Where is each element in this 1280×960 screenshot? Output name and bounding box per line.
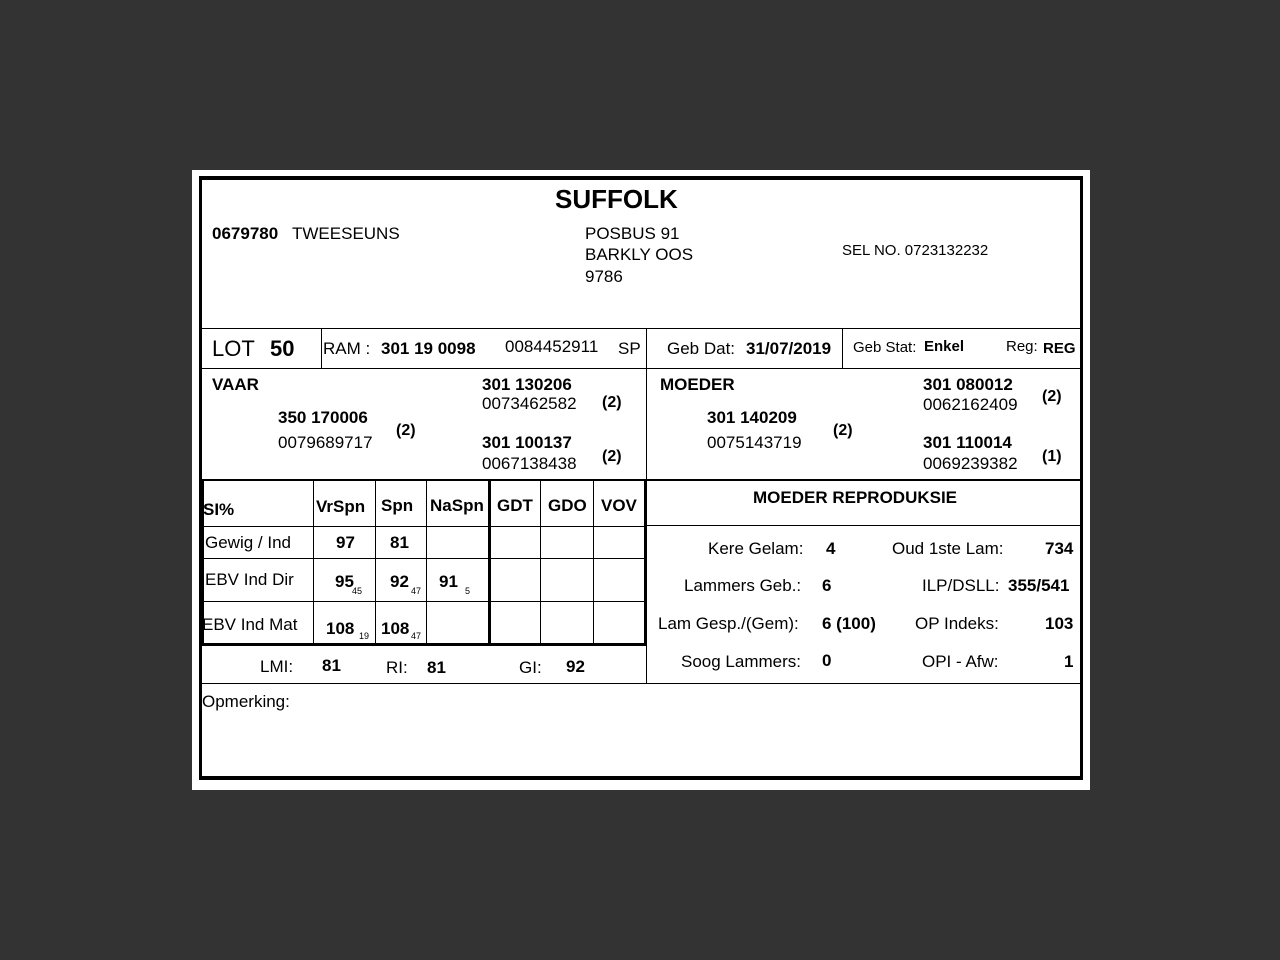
ram-label: RAM : (323, 339, 371, 358)
repro-label: ILP/DSLL: (922, 576, 1000, 595)
column-header-gdt: GDT (497, 496, 533, 515)
si-corner-label: SI% (203, 500, 235, 519)
divider (644, 481, 647, 645)
divider (488, 481, 491, 645)
dam-id: 301 140209 (707, 408, 797, 427)
divider (375, 481, 376, 645)
lot-number: 50 (270, 336, 295, 361)
dam-dam-id: 301 110014 (923, 433, 1012, 452)
cell-ebv-dir-naspn-count: 5 (465, 586, 471, 596)
cell-ebv-mat-spn: 108 (381, 619, 410, 638)
divider (426, 481, 427, 645)
cell-weight-spn: 81 (390, 533, 409, 552)
lmi-label: LMI: (260, 657, 294, 676)
divider (842, 329, 843, 368)
repro-label: OPI - Afw: (922, 652, 999, 671)
breed-title: SUFFOLK (555, 184, 678, 214)
sire-sire-id: 301 130206 (482, 375, 572, 394)
column-header-vov: VOV (601, 496, 637, 515)
repro-label: OP Indeks: (915, 614, 999, 633)
dam-dam-count: (1) (1042, 448, 1062, 465)
dam-sire-code: 0062162409 (923, 395, 1018, 414)
repro-value: 355/541 (1008, 576, 1070, 595)
ram-id: 301 19 0098 (381, 339, 476, 358)
sire-count: (2) (396, 422, 416, 439)
gi-value: 92 (566, 657, 585, 676)
repro-value: 6 (100) (822, 614, 876, 633)
repro-value: 4 (826, 539, 836, 558)
repro-value: 6 (822, 576, 832, 595)
column-header-naspn: NaSpn (430, 496, 484, 515)
repro-label: Oud 1ste Lam: (892, 539, 1004, 558)
card-border (199, 176, 1083, 780)
repro-label: Lammers Geb.: (684, 576, 802, 595)
column-header-gdo: GDO (548, 496, 587, 515)
divider (202, 328, 1080, 329)
ri-value: 81 (427, 658, 446, 677)
sire-label: VAAR (212, 375, 259, 394)
repro-label: Lam Gesp./(Gem): (658, 614, 799, 633)
divider (321, 329, 322, 368)
ram-reg-code: 0084452911 (505, 337, 599, 356)
divider (202, 368, 1080, 369)
row-label-weight: Gewig / Ind (205, 533, 291, 552)
sire-dam-count: (2) (602, 448, 622, 465)
sire-sire-count: (2) (602, 394, 622, 411)
repro-value: 103 (1045, 614, 1074, 633)
cell-ebv-dir-vrspn-count: 45 (352, 586, 363, 596)
sire-sire-code: 0073462582 (482, 394, 577, 413)
repro-value: 734 (1045, 539, 1074, 558)
repro-value: 0 (822, 651, 832, 670)
cell-number: SEL NO. 0723132232 (842, 242, 989, 259)
repro-label: Soog Lammers: (681, 652, 801, 671)
divider (202, 643, 647, 646)
row-label-ebv-mat: EBV Ind Mat (202, 615, 298, 634)
divider (202, 683, 1080, 684)
cell-ebv-dir-naspn: 91 (439, 572, 458, 591)
sire-code: 0079689717 (278, 433, 373, 452)
dam-dam-code: 0069239382 (923, 454, 1018, 473)
divider (647, 525, 1080, 526)
divider (313, 481, 314, 645)
repro-value: 1 (1064, 652, 1074, 671)
reg-label: Reg: (1006, 338, 1038, 355)
cell-ebv-mat-spn-count: 47 (411, 631, 422, 641)
birth-status-label: Geb Stat: (853, 339, 917, 356)
row-label-ebv-dir: EBV Ind Dir (205, 570, 294, 589)
ri-label: RI: (386, 658, 408, 677)
column-header-vrspn: VrSpn (316, 497, 366, 516)
cell-ebv-mat-vrspn-count: 19 (359, 631, 370, 641)
birth-date: 31/07/2019 (746, 339, 832, 358)
repro-label: Kere Gelam: (708, 539, 804, 558)
breeder-name: TWEESEUNS (292, 224, 400, 243)
gi-label: GI: (519, 658, 542, 677)
remarks-label: Opmerking: (202, 692, 290, 711)
dam-count: (2) (833, 422, 853, 439)
address-line: POSBUS 91 (585, 224, 680, 243)
cell-ebv-dir-vrspn: 95 (335, 572, 354, 591)
divider (593, 481, 594, 645)
reg-value: REG (1043, 340, 1076, 357)
divider (202, 479, 1080, 481)
dam-code: 0075143719 (707, 433, 802, 452)
address-line: 9786 (585, 267, 623, 286)
sp-code: SP (618, 339, 641, 358)
column-header-spn: Spn (381, 496, 414, 515)
cell-weight-vrspn: 97 (336, 533, 355, 552)
address-line: BARKLY OOS (585, 245, 694, 264)
sire-dam-code: 0067138438 (482, 454, 577, 473)
cell-ebv-mat-vrspn: 108 (326, 619, 355, 638)
breeder-number: 0679780 (212, 224, 279, 243)
lot-label: LOT (212, 336, 255, 361)
dam-label: MOEDER (660, 375, 735, 394)
lmi-value: 81 (322, 656, 341, 675)
divider (540, 481, 541, 645)
cell-ebv-dir-spn: 92 (390, 572, 409, 591)
sire-dam-id: 301 100137 (482, 433, 572, 452)
birth-status: Enkel (924, 338, 965, 355)
divider (202, 601, 647, 602)
dam-sire-id: 301 080012 (923, 375, 1013, 394)
cell-ebv-dir-spn-count: 47 (411, 586, 422, 596)
sire-id: 350 170006 (278, 408, 368, 427)
dam-sire-count: (2) (1042, 388, 1062, 405)
reproduction-title: MOEDER REPRODUKSIE (753, 488, 958, 507)
divider (202, 558, 647, 559)
birth-date-label: Geb Dat: (667, 339, 736, 358)
divider (202, 526, 647, 527)
